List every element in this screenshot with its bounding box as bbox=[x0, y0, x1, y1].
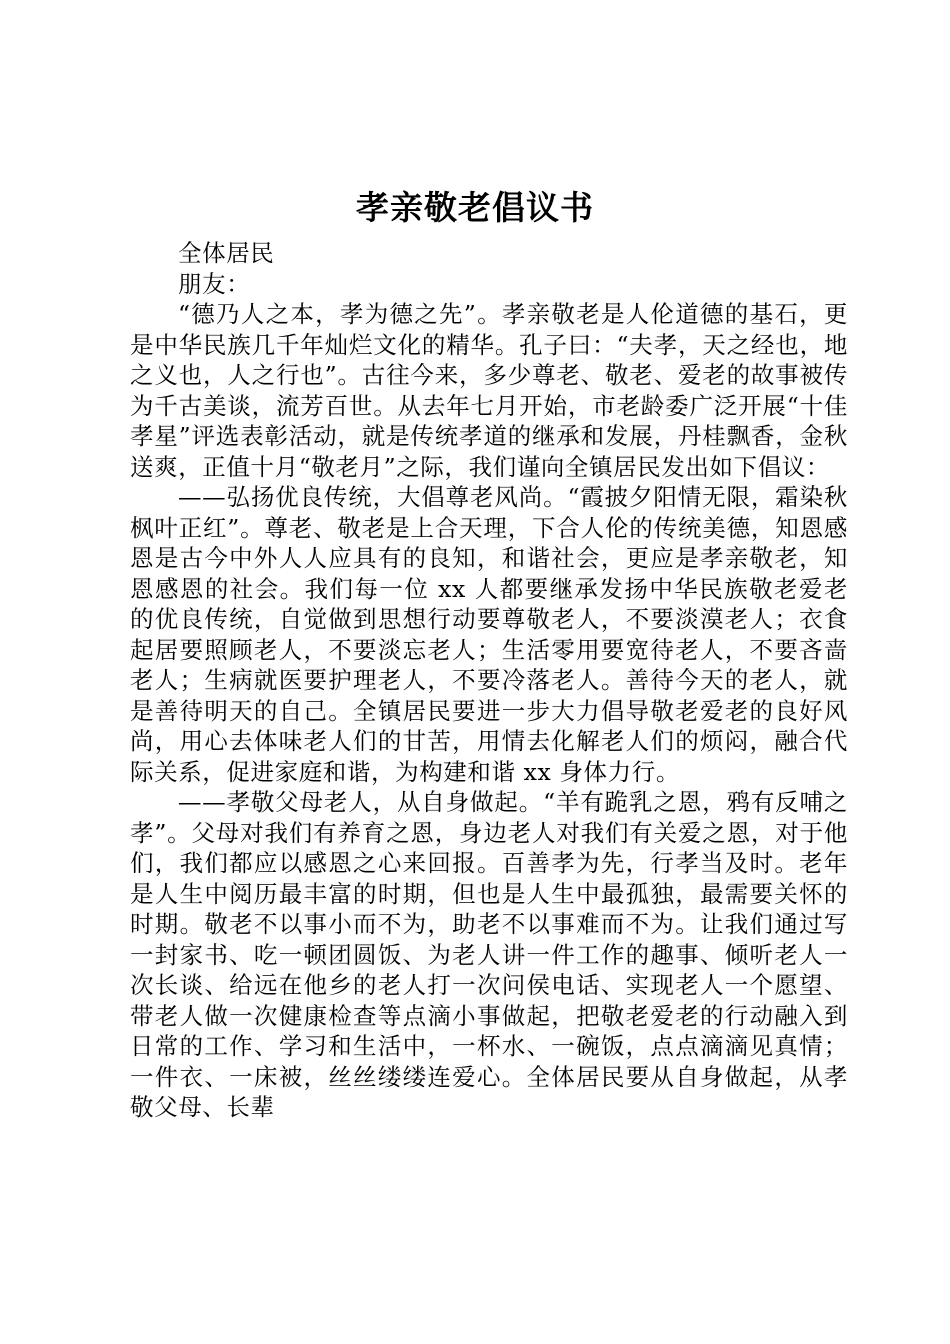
paragraph-intro: “德乃人之本，孝为德之先”。孝亲敬老是人伦道德的基石，更是中华民族几千年灿烂文化的精华。孔子曰：“夫孝，天之经也，地之义也，人之行也”。古往今来，多少尊老、敬老、爱老的故事被传为千古美谈，流芳百世。从去年七月开始，市老龄委广泛开展“十佳孝星”评选表彰活动，就是传统孝道的继承和发展，丹桂飘香，金秋送爽，正值十月“敬老月”之际，我们谨向全镇居民发出如下倡议： bbox=[130, 300, 848, 481]
document-title: 孝亲敬老倡议书 bbox=[356, 188, 594, 227]
salutation-greeting: 朋友： bbox=[178, 269, 251, 298]
paragraph-tradition: ——弘扬优良传统，大倡尊老风尚。“霞披夕阳情无限，霜染秋枫叶正红”。尊老、敬老是上合天理，下合人伦的传统美德，知恩感恩是古今中外人人应具有的良知，和谐社会，更应是孝亲敬老，知恩感恩的社会。我们每一位 xx 人都要继承发扬中华民族敬老爱老的优良传统，自觉做到思想行动要尊敬老人，不要淡漠老人；衣食起居要照顾老人，不要淡忘老人；生活零用要宽待老人，不要吝啬老人；生病就医要护理老人，不要冷落老人。善待今天的老人，就是善待明天的自己。全镇居民要进一步大力倡导敬老爱老的良好风尚，用心去体味老人们的甘苦，用情去化解老人们的烦闷，融合代际关系，促进家庭和谐，为构建和谐 xx 身体力行。 bbox=[130, 483, 848, 786]
salutation-recipient: 全体居民 bbox=[178, 239, 275, 267]
document-body bbox=[130, 238, 848, 1123]
paragraph-filial-piety: ——孝敬父母老人，从自身做起。“羊有跪乳之恩，鸦有反哺之孝”。父母对我们有养育之恩，身边老人对我们有关爱之恩，对于他们，我们都应以感恩之心来回报。百善孝为先，行孝当及时。老年是人生中阅历最丰富的时期，但也是人生中最孤独，最需要关怀的时期。敬老不以事小而不为，助老不以事难而不为。让我们通过写一封家书、吃一顿团圆饭、为老人讲一件工作的趣事、倾听老人一次长谈、给远在他乡的老人打一次问侯电话、实现老人一个愿望、带老人做一次健康检查等点滴小事做起，把敬老爱老的行动融入到日常的工作、学习和生活中，一杯水、一碗饭，点点滴滴见真情；一件衣、一床被，丝丝缕缕连爱心。全体居民要从自身做起，从孝敬父母、长辈 bbox=[130, 788, 848, 1121]
